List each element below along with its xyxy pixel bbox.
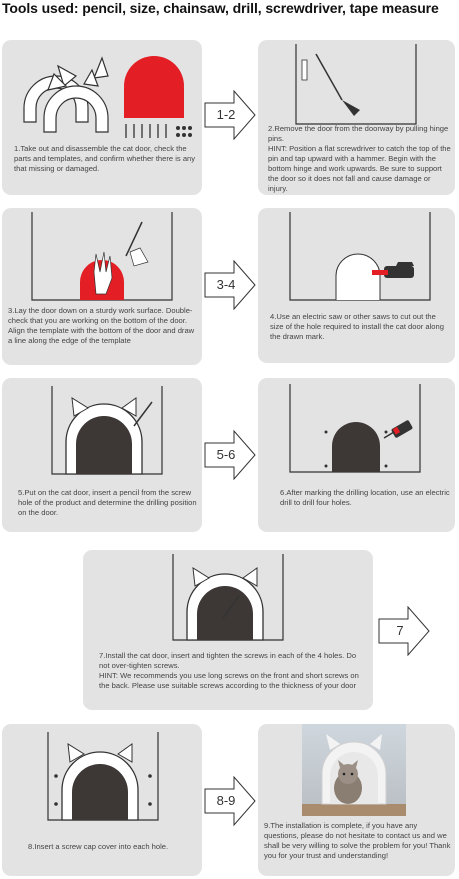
step-arrow-label: 7 bbox=[396, 623, 404, 638]
step-3-text: 3.Lay the door down on a sturdy work surface. Double-check that you are working on the bottom of the door. Align the template with the bottom of the door and draw a line along the edge of the template bbox=[8, 306, 195, 346]
step-9-photo bbox=[302, 724, 406, 816]
step-9-card bbox=[258, 724, 455, 876]
step-6-illustration bbox=[280, 384, 430, 476]
step-6-text: 6.After marking the drilling location, use an electric drill to drill four holes. bbox=[280, 488, 450, 508]
step-1-text: 1.Take out and disassemble the cat door, check the parts and templates, and confirm whether there is any that missing or damaged. bbox=[14, 144, 196, 174]
step-8-card bbox=[2, 724, 202, 876]
step-4-text: 4.Use an electric saw or other saws to cut out the size of the hole required to install the cat door along the drawn mark. bbox=[270, 312, 444, 342]
step-arrow-label: 1-2 bbox=[216, 107, 236, 122]
step-7-card bbox=[83, 550, 373, 710]
page-title: Tools used: pencil, size, chainsaw, drill, screwdriver, tape measure bbox=[2, 0, 439, 16]
step-9-text: 9.The installation is complete, if you have any questions, please do not hesitate to contact us and we shall be very willing to solve the problem for you! Thank you for your trust and understanding! bbox=[264, 821, 451, 861]
step-4-card bbox=[258, 208, 455, 363]
step-arrow-label: 3-4 bbox=[216, 277, 236, 292]
step-2-text: 2.Remove the door from the doorway by pulling hinge pins. HINT: Position a flat screwdriver to catch the top of the pin and tap upward with a hammer. Begin with the bottom hinge and work upwards. Be sure to support the door so it does not fall and cause damage or injury. bbox=[268, 124, 451, 194]
step-6-card bbox=[258, 378, 455, 532]
step-3-card bbox=[2, 208, 202, 365]
step-2-illustration bbox=[286, 44, 426, 130]
step-2-card bbox=[258, 40, 455, 195]
step-5-illustration bbox=[42, 386, 172, 478]
step-7-text: 7.Install the cat door, insert and tighten the screws in each of the 4 holes. Do not over-tighten screws. HINT: We recommends you use long screws on the front and short screws on the back. Please use suitable screws according to the thickness of your door bbox=[99, 651, 359, 691]
step-5-text: 5.Put on the cat door, insert a pencil from the screw hole of the product and determine the drilling position on the door. bbox=[18, 488, 197, 518]
step-1-illustration bbox=[14, 46, 194, 141]
step-3-illustration bbox=[22, 212, 182, 304]
step-4-illustration bbox=[280, 212, 440, 304]
step-arrow-label: 8-9 bbox=[216, 793, 236, 808]
step-8-illustration bbox=[38, 732, 168, 824]
step-arrow-label: 5-6 bbox=[216, 447, 236, 462]
step-1-card bbox=[2, 40, 202, 195]
step-5-card bbox=[2, 378, 202, 532]
step-8-text: 8.Insert a screw cap cover into each hole. bbox=[28, 842, 169, 851]
step-7-illustration bbox=[163, 554, 293, 644]
